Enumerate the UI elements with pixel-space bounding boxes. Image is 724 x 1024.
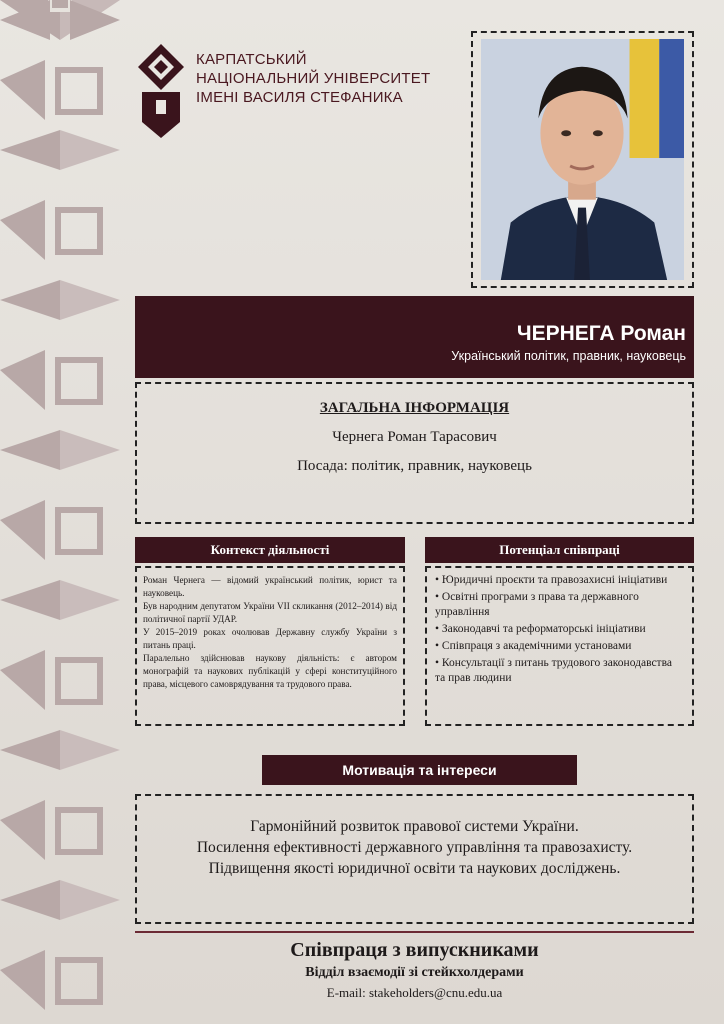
footer-department: Відділ взаємодії зі стейкхолдерами — [305, 965, 524, 980]
context-paragraph: Паралельно здійснював наукову діяльність: є автором монографій та наукових публікацій у сфері конституційного права, місцевого самоврядування та трудового права. — [143, 653, 397, 689]
motivation-line: Гармонійний розвиток правової системи України. — [250, 818, 579, 835]
motivation-heading: Мотивація та інтереси — [262, 755, 577, 785]
general-info-heading: ЗАГАЛЬНА ІНФОРМАЦІЯ — [319, 400, 510, 416]
potential-item: • Законодавчі та реформаторські ініціативи — [435, 623, 646, 635]
potential-box — [425, 566, 694, 726]
person-name: ЧЕРНЕГА Роман — [516, 322, 686, 345]
potential-item: • Співпраця з академічними установами — [435, 640, 632, 652]
context-paragraph: У 2015–2019 роках очолював Державну службу України з питань праці. — [143, 627, 397, 650]
general-info-box — [135, 382, 694, 524]
logo-line-2: НАЦІОНАЛЬНИЙ УНІВЕРСИТЕТ — [196, 70, 431, 87]
context-paragraph: Роман Чернега — відомий український політик, юрист та науковець. — [143, 575, 397, 598]
university-emblem-icon — [136, 42, 186, 140]
decorative-ornament — [0, 0, 120, 1024]
portrait-frame — [471, 31, 694, 288]
position: Посада: політик, правник, науковець — [297, 458, 532, 474]
context-box — [135, 566, 405, 726]
footer-title: Співпраця з випускниками — [290, 939, 539, 961]
potential-heading: Потенціал співпраці — [425, 537, 694, 563]
footer-email[interactable]: E-mail: stakeholders@cnu.edu.ua — [326, 985, 503, 1000]
footer — [135, 937, 694, 1002]
context-heading: Контекст діяльності — [135, 537, 405, 563]
motivation-line: Посилення ефективності державного управління та правозахисту. — [196, 839, 633, 856]
potential-item: • Консультації з питань трудового законодавства та прав людини — [435, 657, 672, 684]
motivation-line: Підвищення якості юридичної освіти та наукових досліджень. — [208, 860, 621, 877]
context-paragraph: Був народним депутатом України VII скликання (2012–2014) від політичної партії УДАР. — [143, 601, 397, 624]
potential-item: • Юридичні проєкти та правозахисні ініціативи — [435, 574, 668, 586]
logo-line-1: КАРПАТСЬКИЙ — [196, 51, 307, 68]
name-banner — [135, 296, 694, 378]
potential-item: • Освітні програми з права та державного управління — [435, 591, 639, 618]
person-role: Український політик, правник, науковець — [451, 349, 686, 363]
portrait-photo — [481, 39, 684, 280]
motivation-box — [135, 794, 694, 924]
full-name: Чернега Роман Тарасович — [332, 429, 497, 445]
logo-line-3: ІМЕНІ ВАСИЛЯ СТЕФАНИКА — [196, 89, 403, 106]
footer-divider — [135, 931, 694, 933]
university-logo — [136, 42, 431, 140]
